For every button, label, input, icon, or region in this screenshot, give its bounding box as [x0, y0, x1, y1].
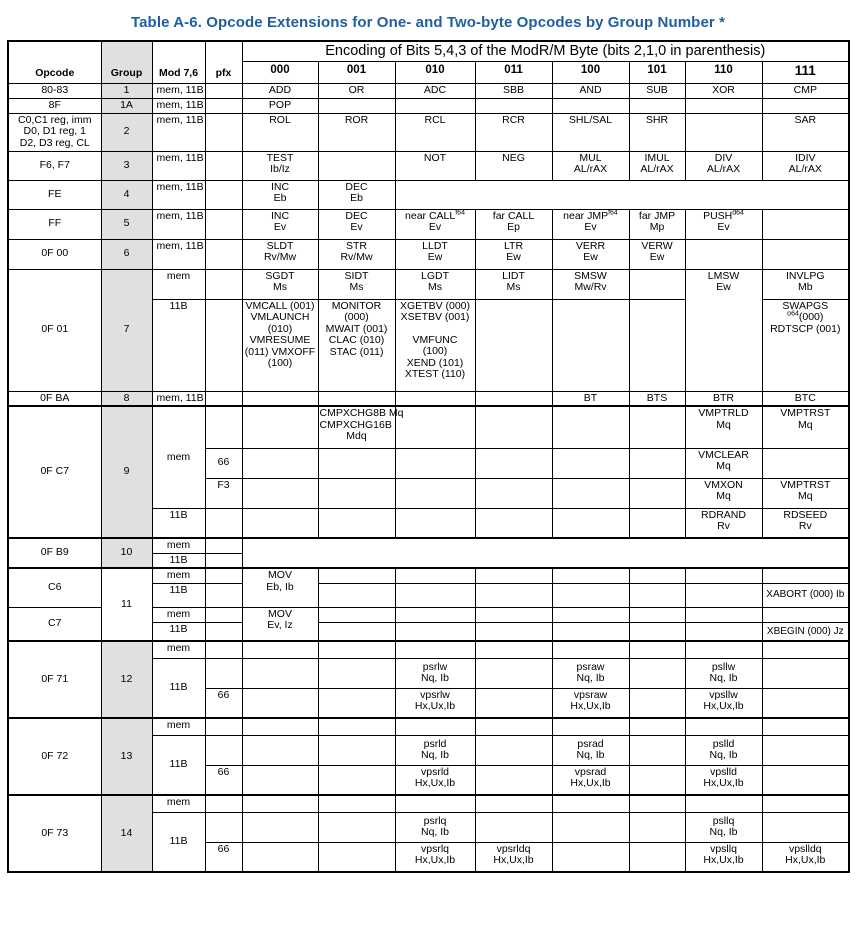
encoding-cell: ADC: [395, 83, 475, 98]
encoding-cell: SIDT Ms: [318, 269, 395, 299]
encoding-cell: psllq Nq, Ib: [685, 812, 762, 842]
mod-cell: 11B: [152, 583, 205, 607]
table-row: [8, 83, 849, 98]
table-row: [8, 641, 849, 658]
encoding-cell: psrad Nq, Ib: [552, 735, 629, 765]
encoding-cell: [552, 299, 629, 391]
group-cell: 13: [101, 718, 152, 795]
encoding-cell-empty: [242, 538, 849, 568]
group-cell: 14: [101, 795, 152, 872]
pfx-cell: [205, 98, 242, 113]
opcode-line: D0, D1 reg, 1: [23, 125, 86, 137]
bit-header: 000: [242, 61, 318, 83]
opcode-cell: 0F C7: [8, 406, 101, 538]
encoding-cell: BT: [552, 391, 629, 406]
group-cell: 1: [101, 83, 152, 98]
pfx-cell: [205, 568, 242, 583]
group-cell: 8: [101, 391, 152, 406]
encoding-cell: OR: [318, 83, 395, 98]
encoding-cell: far JMP Mp: [629, 209, 685, 239]
pfx-cell: [205, 209, 242, 239]
encoding-cell: POP: [242, 98, 318, 113]
pfx-cell: [205, 607, 242, 622]
encoding-cell: VMCALL (001) VMLAUNCH (010) VMRESUME (011) VMXOFF (100): [242, 299, 318, 391]
encoding-cell: BTS: [629, 391, 685, 406]
group-cell: 1A: [101, 98, 152, 113]
table-row: [8, 718, 849, 735]
pfx-cell: [205, 583, 242, 607]
mod-cell: 11B: [152, 299, 205, 391]
encoding-cell: near $JMP^{f64}$ Ev: [552, 209, 629, 239]
mod-cell: mem, 11B: [152, 98, 205, 113]
mod-cell: mem: [152, 568, 205, 583]
mod-cell: mem: [152, 269, 205, 299]
encoding-cell: STR Rv/Mw: [318, 239, 395, 269]
mod-cell: 11B: [152, 622, 205, 641]
opcode-cell: 0F B9: [8, 538, 101, 568]
encoding-cell: TEST Ib/Iz: [242, 151, 318, 180]
encoding-cell: [629, 269, 685, 299]
encoding-cell: SGDT Ms: [242, 269, 318, 299]
encoding-cell: psrlw Nq, Ib: [395, 658, 475, 688]
pfx-cell: [205, 113, 242, 151]
group-cell: 4: [101, 180, 152, 209]
encoding-cell: IMUL AL/rAX: [629, 151, 685, 180]
bit-header: 010: [395, 61, 475, 83]
opcode-cell: 0F BA: [8, 391, 101, 406]
group-cell: 2: [101, 113, 152, 151]
encoding-cell: DEC Eb: [318, 180, 395, 209]
encoding-cell: vpsrld Hx,Ux,Ib: [395, 765, 475, 795]
encoding-cell: vpsrad Hx,Ux,Ib: [552, 765, 629, 795]
encoding-cell: SUB: [629, 83, 685, 98]
encoding-cell: far CALL Ep: [475, 209, 552, 239]
mod-cell: mem, 11B: [152, 239, 205, 269]
group-cell: 11: [101, 568, 152, 641]
header-opcode: Opcode: [8, 41, 101, 83]
bit-header: 101: [629, 61, 685, 83]
encoding-cell: SLDT Rv/Mw: [242, 239, 318, 269]
opcode-cell: C7: [8, 607, 101, 641]
table-row: [8, 209, 849, 239]
group-cell: 7: [101, 269, 152, 391]
encoding-cell: IDIV AL/rAX: [762, 151, 849, 180]
encoding-cell: ROL: [242, 113, 318, 151]
table-row: [8, 538, 849, 553]
mod-cell: mem, 11B: [152, 391, 205, 406]
pfx-cell: [205, 391, 242, 406]
pfx-cell: [205, 406, 242, 448]
encoding-cell: LLDT Ew: [395, 239, 475, 269]
encoding-cell: psrlq Nq, Ib: [395, 812, 475, 842]
encoding-cell: vpsrlw Hx,Ux,Ib: [395, 688, 475, 718]
encoding-cell: SHL/SAL: [552, 113, 629, 151]
mod-cell: 11B: [152, 553, 205, 568]
pfx-cell: 66: [205, 688, 242, 718]
mod-cell: mem, 11B: [152, 83, 205, 98]
group-cell: 5: [101, 209, 152, 239]
opcode-cell: [8, 113, 101, 151]
encoding-cell: MOV Eb, Ib: [242, 568, 318, 607]
mod-cell: mem: [152, 538, 205, 553]
pfx-cell: [205, 812, 242, 842]
encoding-cell: XBEGIN (000) Jz: [762, 622, 849, 641]
mod-cell: mem: [152, 718, 205, 735]
group-cell: 10: [101, 538, 152, 568]
encoding-cell: VERR Ew: [552, 239, 629, 269]
encoding-cell: VMPTRLD Mq: [685, 406, 762, 448]
opcode-cell: 0F 72: [8, 718, 101, 795]
pfx-cell: 66: [205, 448, 242, 478]
opcode-line: D2, D3 reg, CL: [19, 136, 90, 149]
encoding-cell: vpslldq Hx,Ux,Ib: [762, 842, 849, 872]
encoding-cell: NEG: [475, 151, 552, 180]
encoding-cell: RCR: [475, 113, 552, 151]
encoding-cell: RDSEED Rv: [762, 508, 849, 538]
bit-header: 001: [318, 61, 395, 83]
pfx-cell: [205, 553, 242, 568]
pfx-cell: [205, 239, 242, 269]
table-row: [8, 98, 849, 113]
bit-header: 011: [475, 61, 552, 83]
bit-header: 110: [685, 61, 762, 83]
pfx-cell: [205, 180, 242, 209]
encoding-cell: ADD: [242, 83, 318, 98]
opcode-cell: 8F: [8, 98, 101, 113]
opcode-extensions-table: [7, 40, 850, 873]
encoding-cell: SHR: [629, 113, 685, 151]
encoding-cell: LGDT Ms: [395, 269, 475, 299]
opcode-cell: 80-83: [8, 83, 101, 98]
encoding-cell: [762, 239, 849, 269]
group-cell: 12: [101, 641, 152, 718]
encoding-cell: LIDT Ms: [475, 269, 552, 299]
encoding-cell: vpsllq Hx,Ux,Ib: [685, 842, 762, 872]
pfx-cell: [205, 538, 242, 553]
encoding-cell: NOT: [395, 151, 475, 180]
pfx-cell: [205, 508, 242, 538]
mod-cell: mem, 11B: [152, 180, 205, 209]
mod-cell: 11B: [152, 735, 205, 795]
encoding-cell: INC Ev: [242, 209, 318, 239]
encoding-cell: psrld Nq, Ib: [395, 735, 475, 765]
group-cell: 6: [101, 239, 152, 269]
bit-header: 100: [552, 61, 629, 83]
encoding-cell: CMP: [762, 83, 849, 98]
opcode-cell: 0F 71: [8, 641, 101, 718]
mod-cell: mem: [152, 795, 205, 812]
encoding-cell: VMCLEAR Mq: [685, 448, 762, 478]
mod-cell: 11B: [152, 658, 205, 718]
encoding-cell: BTC: [762, 391, 849, 406]
encoding-cell: VMPTRST Mq: [762, 478, 849, 508]
mod-cell: mem: [152, 607, 205, 622]
header-group: Group: [101, 41, 152, 83]
pfx-cell: [205, 622, 242, 641]
encoding-cell: [685, 239, 762, 269]
encoding-cell: BTR: [685, 391, 762, 406]
table-row: [8, 795, 849, 812]
encoding-cell: $PUSH^{d64}$ Ev: [685, 209, 762, 239]
encoding-cell: DEC Ev: [318, 209, 395, 239]
mod-cell: mem: [152, 406, 205, 508]
opcode-cell: C6: [8, 568, 101, 607]
encoding-cell: vpsrlq Hx,Ux,Ib: [395, 842, 475, 872]
encoding-cell: [629, 299, 685, 391]
encoding-cell: vpsllw Hx,Ux,Ib: [685, 688, 762, 718]
encoding-cell: SAR: [762, 113, 849, 151]
encoding-cell: MONITOR (000) MWAIT (001) CLAC (010) STAC (011): [318, 299, 395, 391]
opcode-cell: 0F 01: [8, 269, 101, 391]
pfx-cell: 66: [205, 765, 242, 795]
encoding-cell-empty: [395, 180, 849, 209]
mod-cell: mem, 11B: [152, 151, 205, 180]
opcode-cell: FE: [8, 180, 101, 209]
encoding-cell: AND: [552, 83, 629, 98]
encoding-cell: XABORT (000) Ib: [762, 583, 849, 607]
table-row: [8, 406, 849, 448]
encoding-cell: SMSW Mw/Rv: [552, 269, 629, 299]
opcode-line: C0,C1 reg, imm: [17, 113, 92, 126]
table-row: [8, 568, 849, 583]
encoding-cell: MOV Ev, Iz: [242, 607, 318, 641]
encoding-cell: LTR Ew: [475, 239, 552, 269]
group-cell: 3: [101, 151, 152, 180]
mod-cell: 11B: [152, 812, 205, 872]
table-row: [8, 180, 849, 209]
encoding-cell: vpsrldq Hx,Ux,Ib: [475, 842, 552, 872]
encoding-cell: VMPTRST Mq: [762, 406, 849, 448]
pfx-cell: [205, 641, 242, 658]
header-encoding: Encoding of Bits 5,4,3 of the ModR/M Byte (bits 2,1,0 in parenthesis): [242, 41, 849, 61]
mod-cell: mem, 11B: [152, 209, 205, 239]
encoding-cell: vpsraw Hx,Ux,Ib: [552, 688, 629, 718]
encoding-cell: psllw Nq, Ib: [685, 658, 762, 688]
group-cell: 9: [101, 406, 152, 538]
pfx-cell: [205, 83, 242, 98]
pfx-cell: 66: [205, 842, 242, 872]
pfx-cell: [205, 299, 242, 391]
encoding-cell: DIV AL/rAX: [685, 151, 762, 180]
encoding-cell: [685, 113, 762, 151]
encoding-cell: near $CALL^{f64}$ Ev: [395, 209, 475, 239]
pfx-cell: F3: [205, 478, 242, 508]
encoding-cell: [762, 209, 849, 239]
encoding-cell: LMSW Ew: [685, 269, 762, 391]
encoding-cell: pslld Nq, Ib: [685, 735, 762, 765]
pfx-cell: [205, 269, 242, 299]
encoding-cell: RDRAND Rv: [685, 508, 762, 538]
encoding-cell: psraw Nq, Ib: [552, 658, 629, 688]
header-mod: Mod 7,6: [152, 41, 205, 83]
table-row: [8, 391, 849, 406]
encoding-cell: vpslld Hx,Ux,Ib: [685, 765, 762, 795]
encoding-cell: [318, 151, 395, 180]
table-row: [8, 113, 849, 151]
table-row: [8, 239, 849, 269]
encoding-cell: ROR: [318, 113, 395, 151]
pfx-cell: [205, 151, 242, 180]
encoding-cell: SWAPGS $^{o64}$(000) RDTSCP (001): [762, 299, 849, 391]
encoding-cell: INC Eb: [242, 180, 318, 209]
pfx-cell: [205, 795, 242, 812]
opcode-cell: FF: [8, 209, 101, 239]
encoding-cell: VERW Ew: [629, 239, 685, 269]
table-row: [8, 151, 849, 180]
bit-header: 111: [762, 61, 849, 83]
opcode-cell: 0F 73: [8, 795, 101, 872]
encoding-cell: RCL: [395, 113, 475, 151]
header-pfx: pfx: [205, 41, 242, 83]
encoding-cell: XOR: [685, 83, 762, 98]
pfx-cell: [205, 658, 242, 688]
opcode-cell: 0F 00: [8, 239, 101, 269]
encoding-cell: INVLPG Mb: [762, 269, 849, 299]
opcode-cell: F6, F7: [8, 151, 101, 180]
encoding-cell: SBB: [475, 83, 552, 98]
encoding-cell: XGETBV (000) XSETBV (001) VMFUNC (100) XEND (101) XTEST (110): [395, 299, 475, 391]
encoding-cell: [475, 299, 552, 391]
encoding-cell: CMPXCHG8B Mq CMPXCHG16B Mdq: [318, 406, 395, 448]
mod-cell: mem: [152, 641, 205, 658]
table-title: Table A-6. Opcode Extensions for One- and Two-byte Opcodes by Group Number *: [130, 14, 726, 31]
table-row: [8, 269, 849, 299]
encoding-cell: VMXON Mq: [685, 478, 762, 508]
pfx-cell: [205, 735, 242, 765]
mod-cell: 11B: [152, 508, 205, 538]
encoding-cell: MUL AL/rAX: [552, 151, 629, 180]
mod-cell: mem, 11B: [152, 113, 205, 151]
pfx-cell: [205, 718, 242, 735]
